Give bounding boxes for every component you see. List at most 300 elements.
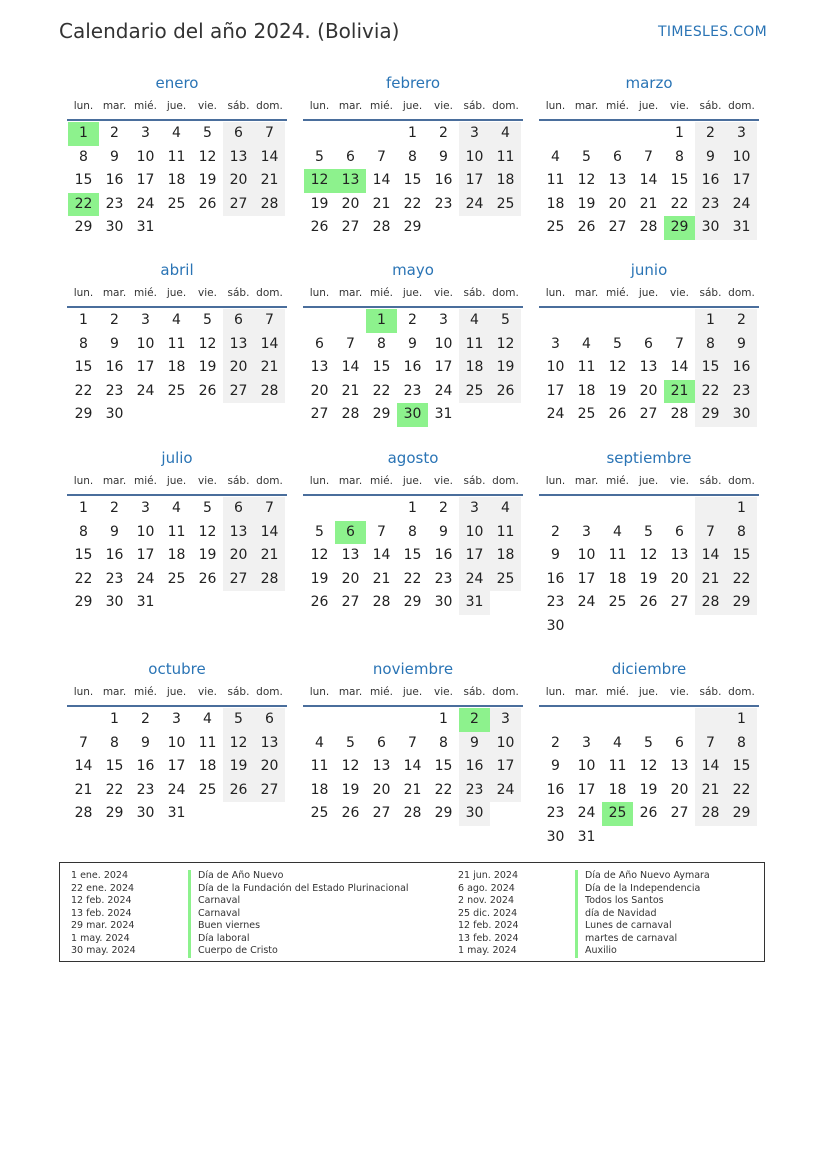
day-cell: 2 [408, 312, 417, 328]
weekday-label: sáb. [699, 686, 722, 698]
holiday-date: 1 may. 2024 [71, 932, 130, 944]
day-cell: 19 [341, 781, 360, 798]
month-abril [67, 260, 287, 427]
day-cell: 1 [79, 500, 88, 516]
weekday-label: jue. [402, 287, 423, 299]
day-cell: 11 [167, 148, 186, 165]
day-cell: 12 [577, 172, 596, 189]
empty-cell [335, 309, 366, 333]
day-cell: 17 [490, 755, 521, 779]
day-cell: 25 [459, 380, 490, 404]
day-cell: 2 [459, 708, 490, 732]
empty-cell [695, 615, 726, 639]
day-cell: 11 [310, 758, 329, 775]
day-cell: 11 [167, 523, 186, 540]
day-cell: 18 [167, 172, 186, 189]
weekday-label: jue. [166, 100, 187, 112]
day-cell: 17 [136, 547, 155, 564]
weekday-label: dom. [256, 100, 283, 112]
day-cell: 8 [726, 521, 757, 545]
header-divider [539, 306, 759, 308]
day-cell: 10 [136, 148, 155, 165]
day-cell: 24 [577, 805, 596, 822]
day-cell: 30 [546, 617, 565, 634]
day-cell: 7 [377, 523, 386, 540]
weekday-header [68, 284, 287, 303]
day-cell: 16 [459, 755, 490, 779]
month-name: noviembre [372, 660, 454, 678]
day-cell: 13 [670, 758, 689, 775]
month-name: julio [161, 449, 193, 467]
day-cell: 13 [341, 547, 360, 564]
day-cell: 7 [695, 732, 726, 756]
day-cell: 7 [695, 521, 726, 545]
day-cell: 3 [439, 312, 448, 328]
empty-cell [304, 708, 335, 732]
holiday-name: Día de Año Nuevo [188, 870, 283, 883]
day-cell: 6 [675, 523, 684, 540]
day-cell: 26 [198, 382, 217, 399]
day-cell: 5 [490, 309, 521, 333]
day-cell: 19 [198, 359, 217, 376]
month-name: septiembre [606, 449, 692, 467]
weekday-label: mar. [102, 475, 127, 487]
day-cell: 20 [223, 544, 254, 568]
day-cell: 22 [726, 779, 757, 803]
weekday-label: sáb. [463, 686, 486, 698]
day-cell: 16 [105, 359, 124, 376]
empty-cell [366, 497, 397, 521]
day-cell: 12 [490, 333, 521, 357]
weekday-label: jue. [166, 287, 187, 299]
day-cell: 4 [315, 734, 324, 751]
weekday-label: vie. [434, 686, 453, 698]
weekday-label: sáb. [227, 100, 250, 112]
day-cell: 5 [582, 148, 591, 165]
day-cell: 1 [726, 708, 757, 732]
weekday-label: dom. [492, 686, 519, 698]
day-cell: 16 [726, 356, 757, 380]
day-cell: 6 [254, 708, 285, 732]
day-cell: 10 [726, 146, 757, 170]
weekday-label: mié. [134, 686, 157, 698]
day-cell: 21 [254, 169, 285, 193]
day-cell: 30 [105, 219, 124, 236]
month-marzo [539, 73, 759, 240]
weekday-header [68, 97, 287, 116]
weekday-label: vie. [434, 100, 453, 112]
header-divider [67, 494, 287, 496]
day-cell: 24 [136, 195, 155, 212]
day-cell: 15 [372, 359, 391, 376]
holiday-name: día de Navidad [575, 908, 656, 921]
weekday-label: vie. [198, 475, 217, 487]
day-cell: 12 [639, 547, 658, 564]
month-febrero [303, 73, 523, 240]
day-cell: 26 [198, 195, 217, 212]
day-cell: 24 [577, 594, 596, 611]
day-cell: 27 [223, 193, 254, 217]
day-cell: 12 [304, 169, 335, 193]
day-cell: 14 [372, 547, 391, 564]
day-cell: 18 [490, 169, 521, 193]
weekday-label: mié. [606, 686, 629, 698]
day-cell: 8 [695, 333, 726, 357]
day-cell: 30 [105, 406, 124, 423]
day-cell: 25 [167, 570, 186, 587]
day-cell: 22 [74, 382, 93, 399]
weekday-label: lun. [309, 100, 330, 112]
day-cell: 13 [608, 172, 627, 189]
weekday-label: sáb. [227, 287, 250, 299]
day-cell: 4 [459, 309, 490, 333]
day-cell: 21 [695, 568, 726, 592]
day-cell: 15 [74, 359, 93, 376]
day-cell: 17 [459, 544, 490, 568]
day-cell: 5 [315, 523, 324, 540]
empty-cell [664, 826, 695, 850]
day-cell: 30 [459, 802, 490, 826]
holiday-name: Lunes de carnaval [575, 920, 672, 933]
day-cell: 11 [546, 172, 565, 189]
empty-cell [540, 497, 571, 521]
weekday-label: mié. [606, 287, 629, 299]
holiday-name: Auxilio [575, 945, 617, 958]
day-cell: 28 [372, 219, 391, 236]
day-cell: 20 [670, 781, 689, 798]
day-cell: 25 [167, 195, 186, 212]
day-cell: 5 [613, 335, 622, 352]
day-cell: 29 [403, 219, 422, 236]
weekday-label: sáb. [699, 100, 722, 112]
day-cell: 11 [198, 734, 217, 751]
day-cell: 30 [136, 805, 155, 822]
day-cell: 15 [434, 758, 453, 775]
month-name: abril [160, 261, 194, 279]
day-cell: 4 [613, 734, 622, 751]
day-cell: 28 [372, 594, 391, 611]
weekday-label: jue. [166, 686, 187, 698]
day-cell: 17 [577, 570, 596, 587]
month-noviembre [303, 659, 523, 826]
weekday-label: dom. [492, 287, 519, 299]
day-cell: 20 [639, 382, 658, 399]
day-cell: 6 [613, 148, 622, 165]
day-cell: 8 [377, 335, 386, 352]
holiday-name: Todos los Santos [575, 895, 664, 908]
day-cell: 7 [408, 734, 417, 751]
weekday-header [304, 284, 523, 303]
holiday-date: 12 feb. 2024 [458, 920, 519, 931]
empty-cell [161, 403, 192, 427]
day-cell: 6 [675, 734, 684, 751]
day-cell: 22 [670, 195, 689, 212]
empty-cell [695, 708, 726, 732]
day-cell: 15 [105, 758, 124, 775]
day-cell: 8 [110, 734, 119, 751]
day-cell: 14 [403, 758, 422, 775]
day-cell: 19 [639, 781, 658, 798]
day-cell: 5 [346, 734, 355, 751]
weekday-label: mié. [370, 287, 393, 299]
empty-cell [459, 216, 490, 240]
day-cell: 1 [408, 500, 417, 516]
day-cell: 6 [644, 335, 653, 352]
empty-cell [490, 403, 521, 427]
empty-cell [633, 615, 664, 639]
day-cell: 24 [136, 570, 155, 587]
weekday-label: dom. [728, 475, 755, 487]
day-cell: 1 [726, 497, 757, 521]
empty-cell [223, 802, 254, 826]
empty-cell [490, 802, 521, 826]
empty-cell [571, 497, 602, 521]
day-cell: 31 [136, 219, 155, 236]
day-cell: 26 [310, 219, 329, 236]
weekday-label: jue. [402, 100, 423, 112]
day-cell: 3 [141, 500, 150, 516]
day-cell: 9 [726, 333, 757, 357]
day-cell: 25 [490, 568, 521, 592]
empty-cell [664, 309, 695, 333]
day-cell: 7 [644, 148, 653, 165]
day-cell: 26 [198, 570, 217, 587]
day-cell: 30 [105, 594, 124, 611]
day-cell: 18 [167, 547, 186, 564]
holiday-date: 1 may. 2024 [458, 945, 517, 956]
day-cell: 10 [136, 523, 155, 540]
holiday-name: Carnaval [188, 895, 240, 908]
empty-cell [335, 497, 366, 521]
weekday-label: sáb. [227, 686, 250, 698]
empty-cell [397, 708, 428, 732]
weekday-label: mié. [370, 100, 393, 112]
days-grid [304, 122, 523, 240]
weekday-label: mar. [574, 287, 599, 299]
day-cell: 21 [664, 380, 695, 404]
day-cell: 22 [403, 570, 422, 587]
weekday-label: mar. [574, 100, 599, 112]
weekday-label: sáb. [699, 475, 722, 487]
day-cell: 3 [459, 497, 490, 521]
day-cell: 11 [608, 758, 627, 775]
empty-cell [366, 708, 397, 732]
day-cell: 4 [613, 523, 622, 540]
days-grid [68, 309, 287, 427]
empty-cell [192, 802, 223, 826]
weekday-label: mar. [102, 287, 127, 299]
day-cell: 1 [110, 711, 119, 727]
day-cell: 10 [577, 758, 596, 775]
day-cell: 26 [639, 805, 658, 822]
brand-link[interactable]: TIMESLES.COM [658, 24, 767, 40]
weekday-label: mié. [606, 475, 629, 487]
weekday-label: dom. [256, 686, 283, 698]
day-cell: 23 [105, 195, 124, 212]
day-cell: 11 [608, 547, 627, 564]
day-cell: 10 [546, 359, 565, 376]
day-cell: 30 [397, 403, 428, 427]
day-cell: 20 [372, 781, 391, 798]
day-cell: 26 [639, 594, 658, 611]
day-cell: 19 [310, 570, 329, 587]
day-cell: 31 [167, 805, 186, 822]
holiday-date: 13 feb. 2024 [71, 907, 132, 919]
weekday-label: sáb. [463, 100, 486, 112]
day-cell: 24 [434, 382, 453, 399]
day-cell: 7 [254, 497, 285, 521]
empty-cell [664, 615, 695, 639]
day-cell: 11 [577, 359, 596, 376]
day-cell: 18 [198, 758, 217, 775]
empty-cell [726, 826, 757, 850]
day-cell: 19 [198, 172, 217, 189]
day-cell: 7 [254, 309, 285, 333]
empty-cell [602, 497, 633, 521]
day-cell: 26 [223, 779, 254, 803]
day-cell: 27 [310, 406, 329, 423]
day-cell: 14 [372, 172, 391, 189]
day-cell: 22 [695, 380, 726, 404]
weekday-header [304, 683, 523, 702]
weekday-label: jue. [638, 287, 659, 299]
empty-cell [695, 497, 726, 521]
day-cell: 14 [341, 359, 360, 376]
day-cell: 1 [408, 125, 417, 141]
day-cell: 27 [670, 594, 689, 611]
day-cell: 18 [310, 781, 329, 798]
day-cell: 2 [695, 122, 726, 146]
weekday-label: mar. [338, 287, 363, 299]
weekday-label: mié. [134, 287, 157, 299]
day-cell: 15 [74, 547, 93, 564]
day-cell: 28 [341, 406, 360, 423]
day-cell: 20 [254, 755, 285, 779]
weekday-label: mié. [134, 475, 157, 487]
weekday-header [540, 472, 759, 491]
weekday-label: jue. [638, 686, 659, 698]
day-cell: 27 [608, 219, 627, 236]
day-cell: 2 [726, 309, 757, 333]
day-cell: 22 [403, 195, 422, 212]
day-cell: 6 [335, 521, 366, 545]
day-cell: 29 [74, 219, 93, 236]
day-cell: 8 [408, 148, 417, 165]
month-enero [67, 73, 287, 240]
day-cell: 16 [136, 758, 155, 775]
day-cell: 3 [551, 335, 560, 352]
holiday-name: Día de la Independencia [575, 883, 700, 896]
weekday-header [540, 284, 759, 303]
weekday-label: vie. [434, 287, 453, 299]
day-cell: 12 [639, 758, 658, 775]
day-cell: 28 [254, 380, 285, 404]
day-cell: 9 [551, 547, 560, 564]
day-cell: 12 [310, 547, 329, 564]
day-cell: 4 [172, 125, 181, 141]
day-cell: 10 [490, 732, 521, 756]
header-divider [539, 494, 759, 496]
empty-cell [366, 122, 397, 146]
day-cell: 16 [105, 547, 124, 564]
empty-cell [130, 403, 161, 427]
day-cell: 17 [726, 169, 757, 193]
empty-cell [602, 826, 633, 850]
day-cell: 4 [172, 500, 181, 516]
days-grid [540, 497, 759, 639]
weekday-header [304, 97, 523, 116]
day-cell: 19 [310, 195, 329, 212]
weekday-label: mié. [370, 686, 393, 698]
weekday-label: vie. [198, 686, 217, 698]
header-divider [67, 705, 287, 707]
weekday-label: dom. [728, 287, 755, 299]
day-cell: 23 [459, 779, 490, 803]
day-cell: 15 [695, 356, 726, 380]
empty-cell [254, 403, 285, 427]
day-cell: 23 [105, 570, 124, 587]
day-cell: 2 [110, 125, 119, 141]
header-divider [303, 705, 523, 707]
empty-cell [571, 708, 602, 732]
day-cell: 7 [377, 148, 386, 165]
empty-cell [304, 122, 335, 146]
day-cell: 18 [167, 359, 186, 376]
day-cell: 8 [79, 148, 88, 165]
empty-cell [254, 591, 285, 615]
day-cell: 8 [726, 732, 757, 756]
day-cell: 14 [695, 544, 726, 568]
day-cell: 3 [726, 122, 757, 146]
empty-cell [490, 216, 521, 240]
day-cell: 31 [136, 594, 155, 611]
day-cell: 20 [608, 195, 627, 212]
empty-cell [192, 403, 223, 427]
day-cell: 25 [198, 781, 217, 798]
day-cell: 3 [141, 312, 150, 328]
day-cell: 5 [203, 312, 212, 328]
day-cell: 27 [223, 568, 254, 592]
weekday-header [68, 472, 287, 491]
day-cell: 25 [167, 382, 186, 399]
day-cell: 20 [670, 570, 689, 587]
weekday-label: jue. [638, 475, 659, 487]
header-divider [539, 705, 759, 707]
day-cell: 14 [670, 359, 689, 376]
month-julio [67, 448, 287, 615]
day-cell: 5 [203, 125, 212, 141]
day-cell: 8 [439, 734, 448, 751]
day-cell: 13 [223, 146, 254, 170]
weekday-label: mar. [102, 100, 127, 112]
day-cell: 2 [110, 312, 119, 328]
weekday-label: mar. [102, 686, 127, 698]
day-cell: 22 [726, 568, 757, 592]
weekday-label: lun. [545, 475, 566, 487]
day-cell: 26 [341, 805, 360, 822]
empty-cell [254, 216, 285, 240]
header-divider [303, 494, 523, 496]
day-cell: 5 [644, 734, 653, 751]
empty-cell [571, 615, 602, 639]
weekday-label: vie. [670, 686, 689, 698]
day-cell: 26 [608, 406, 627, 423]
day-cell: 9 [551, 758, 560, 775]
weekday-label: dom. [728, 100, 755, 112]
day-cell: 23 [695, 193, 726, 217]
month-name: octubre [148, 660, 206, 678]
days-grid [540, 708, 759, 850]
